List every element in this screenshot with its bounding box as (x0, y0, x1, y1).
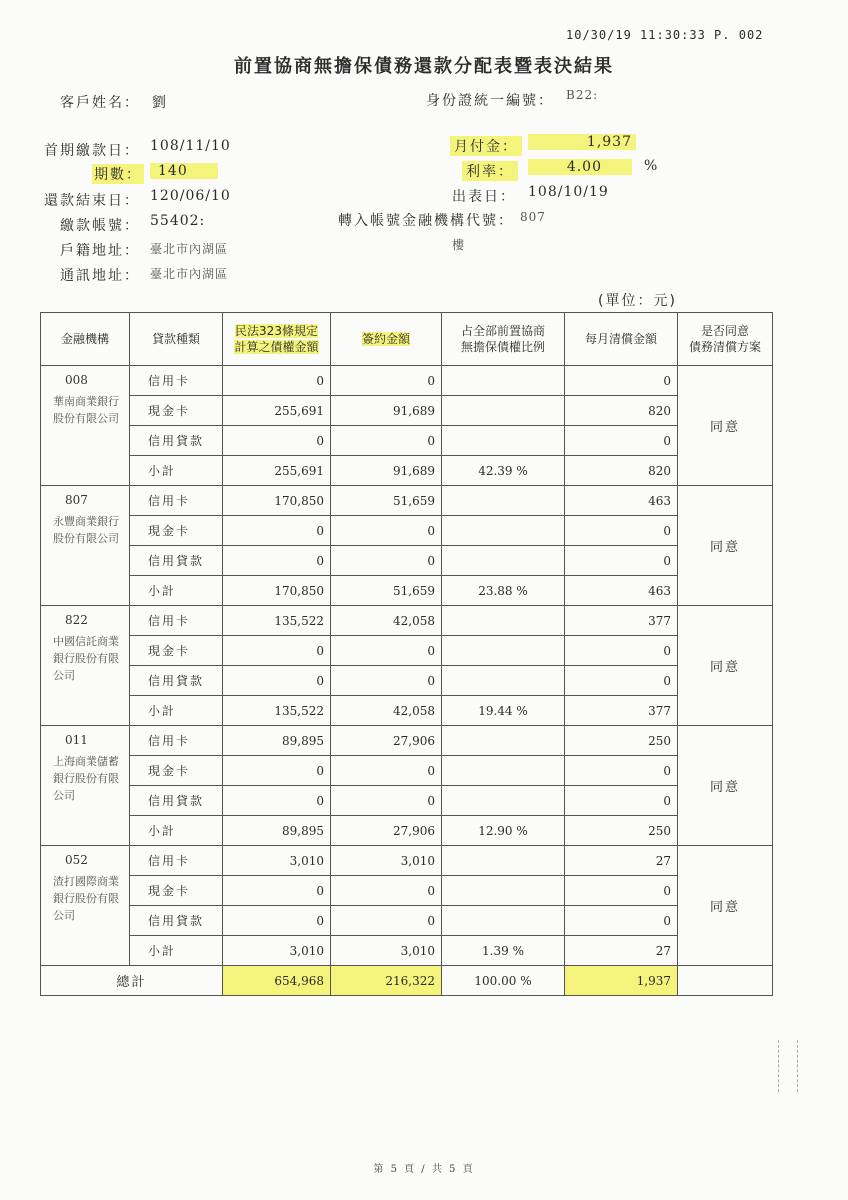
monthly-payment: 0 (565, 426, 678, 456)
header-monthly: 每月清償金額 (565, 313, 678, 366)
monthly-payment: 0 (565, 786, 678, 816)
contract-amount: 91,689 (331, 396, 442, 426)
ratio (442, 486, 565, 516)
bank-cell (41, 366, 130, 486)
document-title: 前置協商無擔保債務還款分配表暨表決結果 (234, 56, 614, 77)
loan-type: 小計 (130, 696, 223, 726)
claim-amount: 135,522 (223, 606, 331, 636)
ratio (442, 516, 565, 546)
rate-value: 4.00 (528, 159, 632, 175)
monthly-payment: 463 (565, 576, 678, 606)
end-date: 120/06/10 (150, 188, 231, 204)
periods: 140 (150, 163, 218, 179)
claim-amount: 3,010 (223, 846, 331, 876)
agree-status: 同意 (678, 726, 773, 846)
bank-cell (41, 726, 130, 846)
bank-cell (41, 486, 130, 606)
ratio: 42.39 % (442, 456, 565, 486)
ratio (442, 636, 565, 666)
id-label: 身份證統一編號： (426, 93, 554, 109)
loan-type: 信用卡 (130, 486, 223, 516)
monthly-label: 月付金： (450, 136, 522, 156)
claim-amount: 0 (223, 756, 331, 786)
table-row (41, 846, 773, 876)
loan-type: 小計 (130, 936, 223, 966)
claim-amount: 0 (223, 546, 331, 576)
loan-type: 現金卡 (130, 516, 223, 546)
monthly-payment: 27 (565, 846, 678, 876)
claim-amount: 0 (223, 906, 331, 936)
monthly-payment: 463 (565, 486, 678, 516)
rate-unit: % (644, 158, 659, 174)
table-row (41, 696, 773, 726)
total-contract: 216,322 (331, 966, 442, 996)
bank-code: 008 (65, 373, 88, 387)
agree-status: 同意 (678, 606, 773, 726)
ratio (442, 426, 565, 456)
loan-type: 信用卡 (130, 606, 223, 636)
monthly-payment: 0 (565, 756, 678, 786)
end-date-label: 還款結束日： (44, 193, 140, 209)
claim-amount: 3,010 (223, 936, 331, 966)
monthly-payment: 0 (565, 546, 678, 576)
monthly-payment: 0 (565, 516, 678, 546)
bank-cell (41, 846, 130, 966)
ratio: 12.90 % (442, 816, 565, 846)
table-row (41, 546, 773, 576)
contract-amount: 27,906 (331, 816, 442, 846)
domicile-label: 戶籍地址： (60, 243, 140, 259)
claim-amount: 170,850 (223, 576, 331, 606)
issue-date-label: 出表日： (452, 189, 516, 205)
domicile: 臺北市內湖區 (150, 242, 229, 256)
table-row (41, 426, 773, 456)
loan-type: 現金卡 (130, 756, 223, 786)
monthly-amount: 1,937 (528, 134, 636, 150)
scan-mark (778, 1040, 798, 1092)
table-row (41, 756, 773, 786)
contract-amount: 42,058 (331, 696, 442, 726)
fax-header: 10/30/19 11:30:33 P. 002 (566, 28, 764, 42)
bank-code: 807 (65, 493, 88, 507)
contract-amount: 0 (331, 516, 442, 546)
contract-amount: 0 (331, 426, 442, 456)
bank-name: 上海商業儲蓄銀行股份有限公司 (53, 755, 119, 802)
table-row (41, 486, 773, 516)
contract-amount: 27,906 (331, 726, 442, 756)
loan-type: 信用卡 (130, 846, 223, 876)
ratio: 1.39 % (442, 936, 565, 966)
total-agree-empty (678, 966, 773, 996)
monthly-payment: 820 (565, 456, 678, 486)
claim-amount: 0 (223, 426, 331, 456)
loan-type: 小計 (130, 576, 223, 606)
header-claim: 民法323條規定 計算之債權金額 (223, 313, 331, 366)
contract-amount: 0 (331, 756, 442, 786)
monthly-payment: 250 (565, 816, 678, 846)
claim-amount: 170,850 (223, 486, 331, 516)
ratio (442, 726, 565, 756)
header-agree: 是否同意 債務清償方案 (678, 313, 773, 366)
contract-amount: 0 (331, 906, 442, 936)
transfer-label: 轉入帳號金融機構代號： (338, 213, 514, 229)
claim-amount: 0 (223, 366, 331, 396)
monthly-payment: 377 (565, 696, 678, 726)
ratio (442, 396, 565, 426)
total-ratio: 100.00 % (442, 966, 565, 996)
customer-name: 劉 (152, 95, 167, 111)
header-contract: 簽約金額 (331, 313, 442, 366)
mailing-label: 通訊地址： (60, 268, 140, 284)
table-row (41, 906, 773, 936)
total-monthly: 1,937 (565, 966, 678, 996)
claim-amount: 0 (223, 786, 331, 816)
contract-amount: 51,659 (331, 486, 442, 516)
contract-amount: 3,010 (331, 846, 442, 876)
ratio: 23.88 % (442, 576, 565, 606)
total-label: 總計 (41, 966, 223, 996)
header-institution: 金融機構 (41, 313, 130, 366)
bank-code: 822 (65, 613, 88, 627)
total-claim: 654,968 (223, 966, 331, 996)
table-row (41, 576, 773, 606)
claim-amount: 255,691 (223, 456, 331, 486)
claim-amount: 0 (223, 516, 331, 546)
unit-note: (單位：元) (598, 293, 677, 309)
ratio (442, 846, 565, 876)
table-row (41, 876, 773, 906)
bank-name: 永豐商業銀行股份有限公司 (53, 515, 119, 545)
monthly-payment: 0 (565, 906, 678, 936)
bank-code: 011 (65, 733, 88, 747)
table-row (41, 456, 773, 486)
first-pay-label: 首期繳款日： (44, 143, 140, 159)
table-header-row (41, 313, 773, 366)
header-ratio: 占全部前置協商 無擔保債權比例 (442, 313, 565, 366)
first-pay-date: 108/11/10 (150, 138, 231, 154)
contract-amount: 0 (331, 786, 442, 816)
contract-amount: 3,010 (331, 936, 442, 966)
loan-type: 小計 (130, 456, 223, 486)
monthly-payment: 0 (565, 666, 678, 696)
ratio (442, 906, 565, 936)
claim-amount: 0 (223, 636, 331, 666)
monthly-payment: 27 (565, 936, 678, 966)
header-loan-type: 貸款種類 (130, 313, 223, 366)
account: 55402: (150, 213, 206, 229)
ratio (442, 366, 565, 396)
loan-type: 小計 (130, 816, 223, 846)
bank-code: 052 (65, 853, 88, 867)
claim-amount: 0 (223, 876, 331, 906)
monthly-payment: 820 (565, 396, 678, 426)
issue-date: 108/10/19 (528, 184, 609, 200)
table-row (41, 366, 773, 396)
bank-name: 華南商業銀行股份有限公司 (53, 395, 119, 425)
contract-amount: 42,058 (331, 606, 442, 636)
claim-amount: 255,691 (223, 396, 331, 426)
monthly-payment: 0 (565, 876, 678, 906)
loan-type: 信用貸款 (130, 426, 223, 456)
loan-type: 信用貸款 (130, 906, 223, 936)
table-row (41, 516, 773, 546)
contract-amount: 0 (331, 636, 442, 666)
id-value: B22: (566, 88, 599, 102)
loan-type: 信用貸款 (130, 546, 223, 576)
table-row (41, 816, 773, 846)
agree-status: 同意 (678, 366, 773, 486)
claim-amount: 89,895 (223, 726, 331, 756)
table-row (41, 636, 773, 666)
contract-amount: 0 (331, 876, 442, 906)
periods-label: 期數： (92, 164, 144, 184)
ratio (442, 786, 565, 816)
address-note: 樓 (452, 238, 466, 252)
account-label: 繳款帳號： (60, 218, 140, 234)
bank-name: 渣打國際商業銀行股份有限公司 (53, 875, 119, 922)
distribution-table (40, 312, 773, 996)
ratio (442, 546, 565, 576)
table-row (41, 666, 773, 696)
ratio (442, 756, 565, 786)
ratio: 19.44 % (442, 696, 565, 726)
contract-amount: 91,689 (331, 456, 442, 486)
ratio (442, 606, 565, 636)
agree-status: 同意 (678, 846, 773, 966)
contract-amount: 0 (331, 546, 442, 576)
agree-status: 同意 (678, 486, 773, 606)
loan-type: 信用卡 (130, 726, 223, 756)
loan-type: 信用貸款 (130, 666, 223, 696)
claim-amount: 135,522 (223, 696, 331, 726)
bank-name: 中國信託商業銀行股份有限公司 (53, 635, 119, 682)
loan-type: 信用卡 (130, 366, 223, 396)
claim-amount: 89,895 (223, 816, 331, 846)
bank-cell (41, 606, 130, 726)
table-row (41, 396, 773, 426)
contract-amount: 0 (331, 366, 442, 396)
contract-amount: 51,659 (331, 576, 442, 606)
loan-type: 信用貸款 (130, 786, 223, 816)
claim-amount: 0 (223, 666, 331, 696)
total-row (41, 966, 773, 996)
mailing: 臺北市內湖區 (150, 267, 229, 281)
loan-type: 現金卡 (130, 396, 223, 426)
monthly-payment: 377 (565, 606, 678, 636)
table-row (41, 606, 773, 636)
monthly-payment: 250 (565, 726, 678, 756)
customer-name-label: 客戶姓名： (60, 95, 140, 111)
loan-type: 現金卡 (130, 876, 223, 906)
rate-label: 利率： (462, 161, 518, 181)
contract-amount: 0 (331, 666, 442, 696)
table-row (41, 936, 773, 966)
transfer-code: 807 (520, 210, 546, 224)
ratio (442, 666, 565, 696)
page-footer: 第 5 頁 / 共 5 頁 (373, 1164, 475, 1175)
loan-type: 現金卡 (130, 636, 223, 666)
monthly-payment: 0 (565, 366, 678, 396)
table-row (41, 726, 773, 756)
monthly-payment: 0 (565, 636, 678, 666)
table-row (41, 786, 773, 816)
ratio (442, 876, 565, 906)
